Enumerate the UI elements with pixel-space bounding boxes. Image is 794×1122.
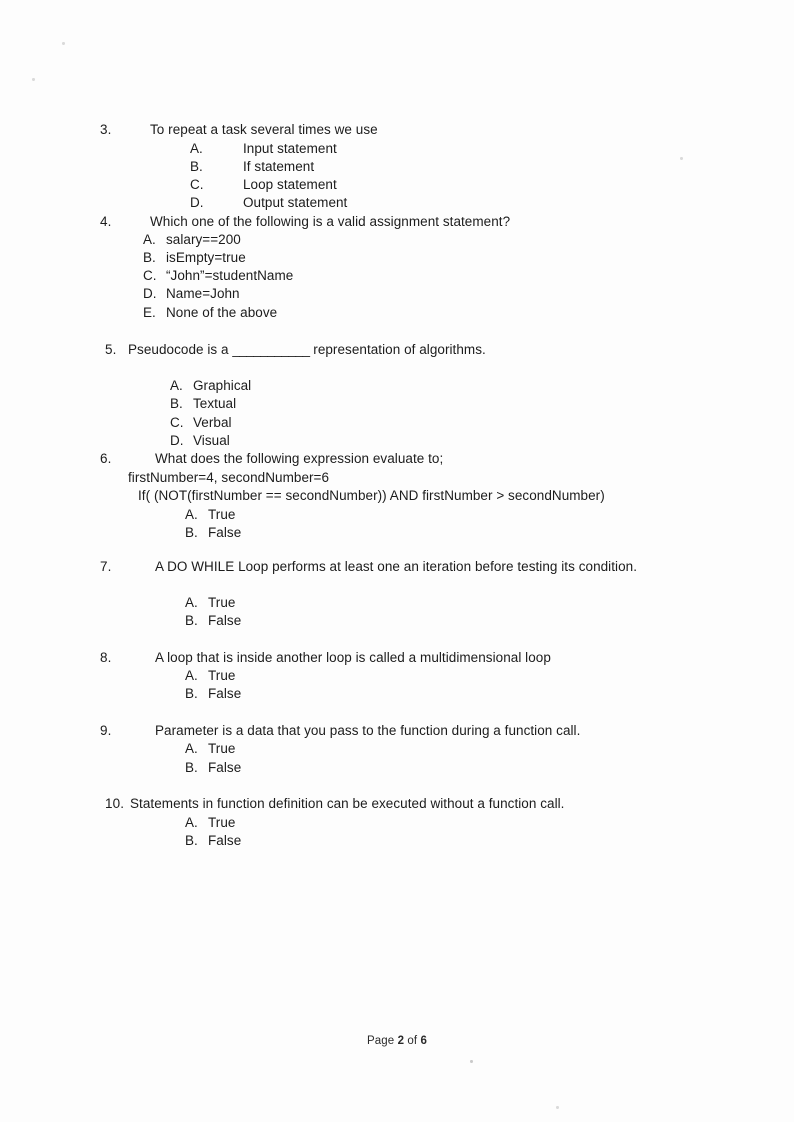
option-text: Input statement (243, 141, 337, 156)
option-text: False (208, 686, 242, 701)
footer-current-page: 2 (397, 1035, 405, 1047)
question-number: 3. (100, 122, 112, 137)
option-a[interactable] (143, 232, 241, 247)
option-b[interactable] (185, 613, 241, 628)
option-text: False (208, 760, 242, 775)
option-letter: B. (185, 525, 198, 540)
option-text: Visual (193, 433, 230, 448)
question-text (128, 342, 486, 357)
option-text: salary==200 (166, 232, 241, 247)
option-b[interactable] (185, 760, 241, 775)
option-a[interactable] (190, 141, 337, 156)
option-c[interactable] (143, 268, 293, 283)
option-letter: D. (143, 286, 157, 301)
option-b[interactable] (185, 686, 241, 701)
option-d[interactable] (143, 286, 240, 301)
option-letter: B. (170, 396, 183, 411)
scan-speck (470, 1060, 473, 1063)
question-variables-line: firstNumber=4, secondNumber=6 (128, 470, 330, 485)
option-a[interactable] (185, 507, 235, 522)
option-letter: B. (185, 833, 198, 848)
option-c[interactable] (190, 177, 337, 192)
question-text: A DO WHILE Loop performs at least one an iteration before testing its condition. (155, 559, 638, 574)
option-a[interactable] (185, 815, 235, 830)
option-d[interactable] (190, 195, 347, 210)
option-letter: B. (185, 613, 198, 628)
option-letter: A. (143, 232, 156, 247)
question-text: What does the following expression evaluate to; (155, 451, 444, 466)
option-a[interactable] (170, 378, 251, 393)
option-text: True (208, 815, 236, 830)
option-text: Loop statement (243, 177, 337, 192)
question-number: 9. (100, 723, 112, 738)
question-number: 7. (100, 559, 112, 574)
option-letter: B. (190, 159, 203, 174)
page-footer (0, 1035, 794, 1047)
option-b[interactable] (170, 396, 236, 411)
option-text: None of the above (166, 305, 278, 320)
option-text: False (208, 613, 242, 628)
option-c[interactable] (170, 415, 232, 430)
option-text: Verbal (193, 415, 232, 430)
option-letter: C. (143, 268, 157, 283)
option-text: True (208, 507, 236, 522)
question-number: 5. (105, 342, 117, 357)
option-b[interactable] (190, 159, 314, 174)
question-text-before-blank: Pseudocode is a (128, 342, 233, 357)
question-number: 8. (100, 650, 112, 665)
option-letter: A. (185, 507, 198, 522)
option-letter: A. (170, 378, 183, 393)
question-text: Statements in function definition can be executed without a function call. (130, 796, 565, 811)
option-text: False (208, 833, 242, 848)
option-letter: B. (185, 686, 198, 701)
option-text: True (208, 668, 236, 683)
scan-speck (32, 78, 35, 81)
option-letter: D. (190, 195, 204, 210)
question-number: 6. (100, 451, 112, 466)
option-text: True (208, 595, 236, 610)
option-letter: C. (190, 177, 204, 192)
option-e[interactable] (143, 305, 277, 320)
option-letter: E. (143, 305, 156, 320)
option-letter: A. (190, 141, 203, 156)
option-text: “John”=studentName (166, 268, 294, 283)
option-text: isEmpty=true (166, 250, 246, 265)
question-number: 4. (100, 214, 112, 229)
option-letter: A. (185, 595, 198, 610)
option-letter: B. (143, 250, 156, 265)
option-text: Textual (193, 396, 237, 411)
footer-middle: of (404, 1035, 421, 1047)
option-text: True (208, 741, 236, 756)
option-letter: C. (170, 415, 184, 430)
option-letter: A. (185, 815, 198, 830)
option-letter: D. (170, 433, 184, 448)
option-d[interactable] (170, 433, 230, 448)
fill-in-blank: ___________ (232, 342, 310, 357)
option-a[interactable] (185, 595, 235, 610)
option-text: If statement (243, 159, 315, 174)
option-text: Name=John (166, 286, 240, 301)
option-letter: A. (185, 741, 198, 756)
footer-total-pages: 6 (420, 1035, 427, 1047)
option-letter: A. (185, 668, 198, 683)
question-text: Which one of the following is a valid assignment statement? (150, 214, 511, 229)
option-text: False (208, 525, 242, 540)
question-text-after-blank: representation of algorithms. (309, 342, 486, 357)
option-a[interactable] (185, 668, 235, 683)
scan-speck (62, 42, 65, 45)
option-b[interactable] (185, 833, 241, 848)
option-b[interactable] (143, 250, 246, 265)
scan-speck (556, 1106, 559, 1109)
scan-speck (680, 157, 683, 160)
option-a[interactable] (185, 741, 235, 756)
option-text: Output statement (243, 195, 348, 210)
question-expression-line: If( (NOT(firstNumber == secondNumber)) AND firstNumber > secondNumber) (138, 488, 605, 503)
question-number: 10. (105, 796, 125, 811)
option-text: Graphical (193, 378, 252, 393)
question-text: Parameter is a data that you pass to the function during a function call. (155, 723, 581, 738)
option-letter: B. (185, 760, 198, 775)
question-text: A loop that is inside another loop is called a multidimensional loop (155, 650, 551, 665)
option-b[interactable] (185, 525, 241, 540)
question-text: To repeat a task several times we use (150, 122, 378, 137)
footer-prefix: Page (367, 1035, 398, 1047)
